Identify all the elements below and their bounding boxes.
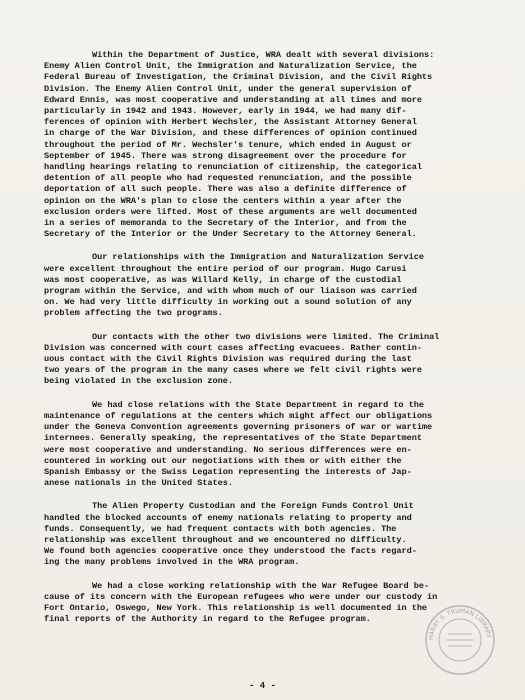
archive-stamp xyxy=(424,604,496,676)
text-line: detention of all people who had requested renunciation, and the possible xyxy=(44,173,412,184)
text-line: We found both agencies cooperative once they understood the facts regard- xyxy=(44,546,417,557)
text-line: Spanish Embassy or the Swiss Legation representing the interests of Jap- xyxy=(44,466,412,477)
text-line: maintenance of regulations at the centers which might affect our obligations xyxy=(44,410,433,421)
text-line: Fort Ontario, Oswego, New York. This relationship is well documented in the xyxy=(44,602,428,613)
text-line: Edward Ennis, was most cooperative and understanding at all times and more xyxy=(44,94,422,105)
text-line: were excellent throughout the entire period of our program. Hugo Carusi xyxy=(44,263,407,274)
paragraph xyxy=(44,332,494,388)
text-line: Enemy Alien Control Unit, the Immigration and Naturalization Service, the xyxy=(44,61,417,72)
text-line: uous contact with the Civil Rights Division was required during the last xyxy=(44,354,412,365)
text-line: was most cooperative, as was Willard Kelly, in charge of the custodial xyxy=(44,274,402,285)
text-line: We had a close working relationship with the War Refugee Board be- xyxy=(92,580,430,591)
text-line: program within the Service, and with whom much of our liaison was carried xyxy=(44,286,417,297)
text-line: in a series of memoranda to the Secretary of the Interior, and from the xyxy=(44,218,407,229)
text-line: Our contacts with the other two divisions were limited. The Criminal xyxy=(92,331,440,342)
paragraph xyxy=(44,50,494,240)
text-line: cause of its concern with the European refugees who were under our custody in xyxy=(44,591,438,602)
text-line: funds. Consequently, we had frequent contacts with both agencies. The xyxy=(44,523,397,534)
text-line: Division. The Enemy Alien Control Unit, under the general supervision of xyxy=(44,83,412,94)
paragraph xyxy=(44,501,494,568)
paragraph xyxy=(44,400,494,490)
text-line: two years of the program in the many cases where we felt civil rights were xyxy=(44,365,422,376)
text-line: anese nationals in the United States. xyxy=(44,478,233,489)
text-line: Our relationships with the Immigration and Naturalization Service xyxy=(92,252,424,263)
text-line: internees. Generally speaking, the representatives of the State Department xyxy=(44,433,422,444)
text-line: Secretary of the Interior or the Under Secretary to the Attorney General. xyxy=(44,229,417,240)
text-line: final reports of the Authority in regard to the Refugee program. xyxy=(44,614,371,625)
text-line: on. We had very little difficulty in working out a sound solution of any xyxy=(44,297,412,308)
page-number: - 4 - xyxy=(248,681,276,691)
paragraph xyxy=(44,252,494,319)
document-body xyxy=(44,50,494,637)
text-line: Within the Department of Justice, WRA dealt with several divisions: xyxy=(92,50,435,60)
stamp-text: HARRY S. TRUMAN LIBRARY xyxy=(427,607,492,641)
text-line: ferences of opinion with Herbert Wechsler, the Assistant Attorney General xyxy=(44,117,417,128)
text-line: were most cooperative and understanding. No serious differences were en- xyxy=(44,444,412,455)
text-line: exclusion orders were lifted. Most of these arguments are well documented xyxy=(44,206,417,217)
text-line: countered in working out our negotiations with them or with either the xyxy=(44,455,402,466)
text-line: under the Geneva Convention agreements governing prisoners of war or wartime xyxy=(44,422,433,433)
text-line: opinion on the WRA's plan to close the centers within a year after the xyxy=(44,195,402,206)
text-line: handling hearings relating to renunciation of citizenship, the categorical xyxy=(44,162,422,173)
text-line: September of 1945. There was strong disagreement over the procedure for xyxy=(44,150,407,161)
text-line: throughout the period of Mr. Wechsler's tenure, which ended in August or xyxy=(44,139,412,150)
text-line: Federal Bureau of Investigation, the Criminal Division, and the Civil Rights xyxy=(44,72,433,83)
text-line: handled the blocked accounts of enemy nationals relating to property and xyxy=(44,512,412,523)
text-line: relationship was excellent throughout and we encountered no difficulty. xyxy=(44,534,407,545)
text-line: problem affecting the two programs. xyxy=(44,308,223,319)
text-line: being violated in the exclusion zone. xyxy=(44,376,233,387)
text-line: ing the many problems involved in the WRA program. xyxy=(44,557,300,568)
text-line: in charge of the War Division, and these differences of opinion continued xyxy=(44,128,417,139)
text-line: deportation of all such people. There was also a definite difference of xyxy=(44,184,407,195)
text-line: Division was concerned with court cases affecting evacuees. Rather contin- xyxy=(44,342,422,353)
text-line: We had close relations with the State Department in regard to the xyxy=(92,399,424,410)
text-line: particularly in 1942 and 1943. However, early in 1944, we had many dif- xyxy=(44,106,407,117)
text-line: The Alien Property Custodian and the Foreign Funds Control Unit xyxy=(92,501,414,512)
